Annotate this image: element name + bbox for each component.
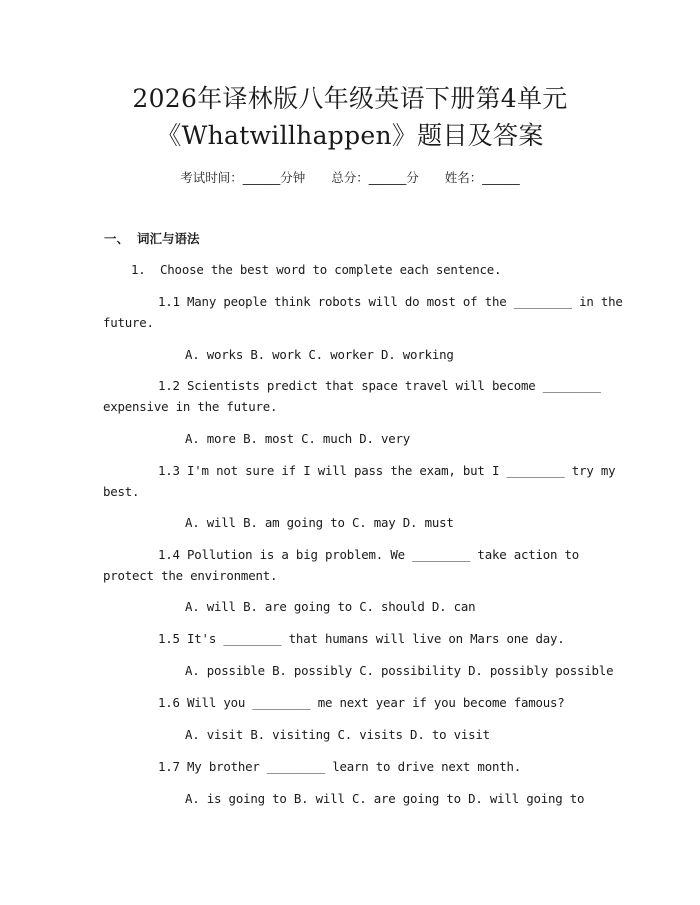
question-item-options: A. more B. most C. much D. very	[185, 431, 411, 446]
question-item-text: 1.4 Pollution is a big problem. We ________ take action to	[158, 547, 580, 562]
question-item-text: 1.7 My brother ________ learn to drive next month.	[158, 759, 521, 774]
section-title: 词汇与语法	[137, 231, 200, 246]
question-item-options: A. works B. work C. worker D. working	[185, 347, 454, 362]
question-instruction: 1. Choose the best word to complete each sentence.	[131, 262, 502, 277]
question-item-text: 1.5 It's ________ that humans will live on Mars one day.	[158, 631, 565, 646]
question-item-text: 1.1 Many people think robots will do most of the ________ in the	[158, 294, 623, 309]
document-title-line1: 2026年译林版八年级英语下册第4单元	[132, 84, 568, 113]
question-item-continuation: best.	[103, 484, 140, 499]
question-item-continuation: future.	[103, 315, 154, 330]
question-item-options: A. will B. are going to C. should D. can	[185, 599, 476, 614]
exam-info-line	[0, 169, 700, 187]
section-number: 一、	[104, 231, 130, 246]
question-item-options: A. visit B. visiting C. visits D. to visit	[185, 727, 490, 742]
question-item-options: A. possible B. possibly C. possibility D. possibly possible	[185, 663, 614, 678]
total-score-label: 总分：______分	[331, 170, 419, 185]
question-item-continuation: protect the environment.	[103, 568, 278, 583]
question-item-text: 1.2 Scientists predict that space travel will become ________	[158, 378, 601, 393]
exam-time-label: 考试时间：______分钟	[180, 170, 306, 185]
question-item-text: 1.3 I'm not sure if I will pass the exam, but I ________ try my	[158, 463, 616, 478]
section-heading	[104, 230, 200, 248]
name-label: 姓名：______	[444, 170, 520, 185]
question-item-text: 1.6 Will you ________ me next year if you become famous?	[158, 695, 565, 710]
document-title-line2: 《Whatwillhappen》题目及答案	[156, 121, 544, 150]
question-item-options: A. is going to B. will C. are going to D. will going to	[185, 791, 585, 806]
question-item-options: A. will B. am going to C. may D. must	[185, 515, 454, 530]
question-item-continuation: expensive in the future.	[103, 399, 278, 414]
